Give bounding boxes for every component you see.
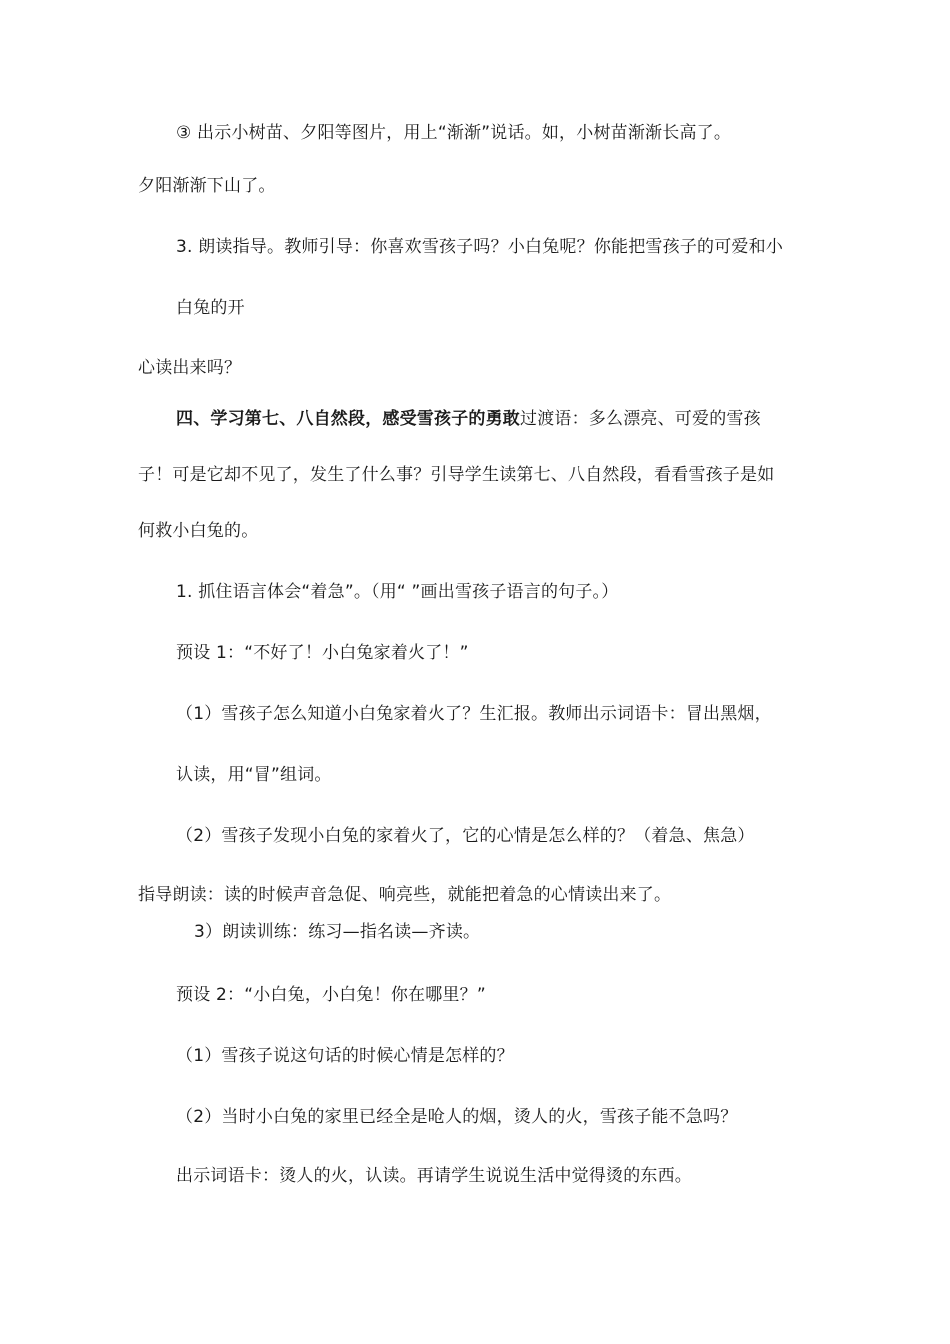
paragraph-line: 子！可是它却不见了，发生了什么事？引导学生读第七、八自然段，看看雪孩子是如: [138, 465, 775, 485]
paragraph-line: 白兔的开: [176, 298, 245, 318]
paragraph-line: 1. 抓住语言体会“着急”。（用“ ”画出雪孩子语言的句子。）: [176, 582, 619, 602]
paragraph-line: 预设 2：“小白兔，小白兔！你在哪里？”: [176, 985, 486, 1005]
paragraph-line: 夕阳渐渐下山了。: [138, 176, 276, 196]
paragraph-line: （2）雪孩子发现小白兔的家着火了，它的心情是怎么样的？（着急、焦急）: [176, 826, 755, 846]
paragraph-line: （1）雪孩子说这句话的时候心情是怎样的？: [176, 1046, 514, 1066]
paragraph-line: 何救小白兔的。: [138, 521, 259, 541]
paragraph-line: 指导朗读：读的时候声音急促、响亮些，就能把着急的心情读出来了。: [138, 885, 672, 905]
paragraph-line: 认读，用“冒”组词。: [176, 765, 332, 785]
section-heading-line: [176, 408, 761, 430]
paragraph-line: （1）雪孩子怎么知道小白兔家着火了？生汇报。教师出示词语卡：冒出黑烟，: [176, 704, 772, 724]
paragraph-line: 3. 朗读指导。教师引导：你喜欢雪孩子吗？小白兔呢？你能把雪孩子的可爱和小: [176, 237, 784, 257]
paragraph-line: 出示词语卡：烫人的火，认读。再请学生说说生活中觉得烫的东西。: [176, 1166, 692, 1186]
paragraph-line: 3）朗读训练：练习—指名读—齐读。: [194, 922, 481, 942]
paragraph-line: 心读出来吗？: [138, 358, 242, 378]
paragraph-line: ③ 出示小树苗、夕阳等图片，用上“渐渐”说话。如，小树苗渐渐长高了。: [176, 123, 732, 143]
paragraph-line: （2）当时小白兔的家里已经全是呛人的烟，烫人的火，雪孩子能不急吗？: [176, 1107, 738, 1127]
section-heading: 四、学习第七、八自然段，感受雪孩子的勇敢: [176, 409, 520, 429]
transition-text: 过渡语：多么漂亮、可爱的雪孩: [520, 409, 761, 429]
paragraph-line: 预设 1：“不好了！小白兔家着火了！”: [176, 643, 469, 663]
